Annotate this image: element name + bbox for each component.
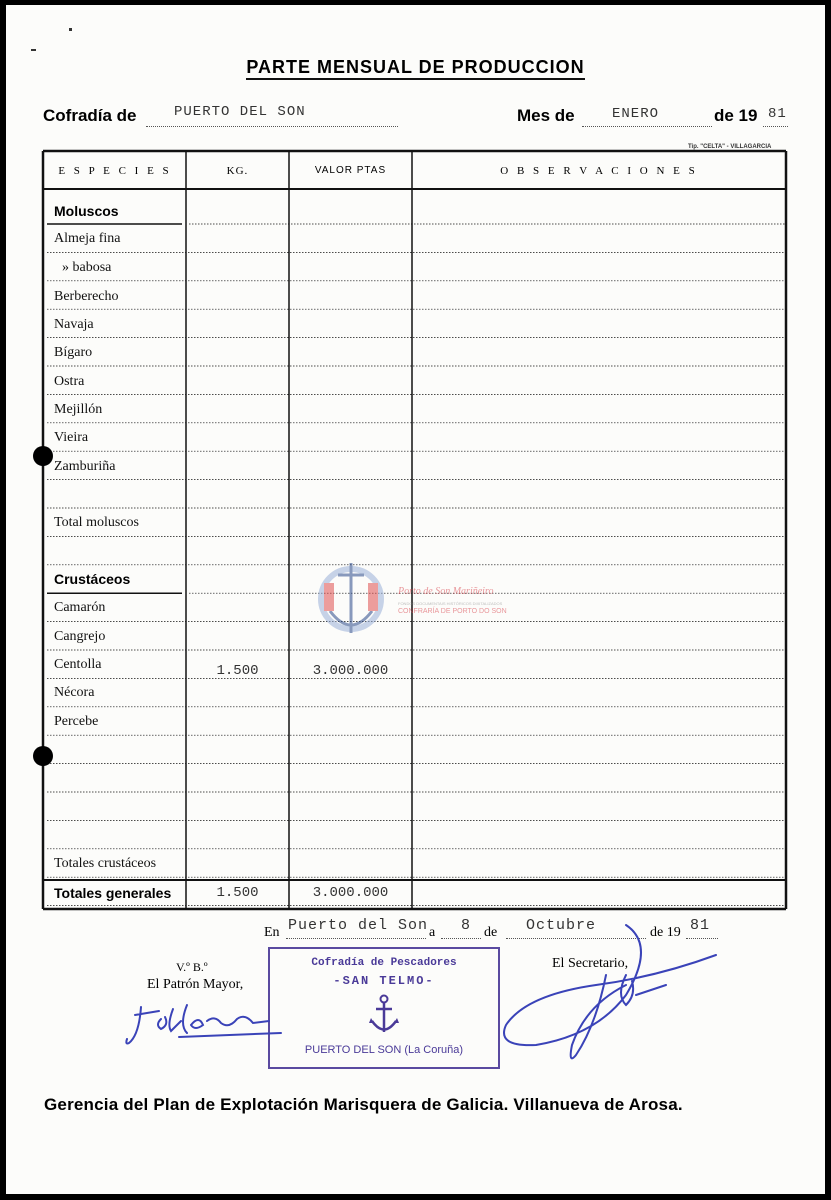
year-label: de 19	[714, 106, 758, 125]
anchor-logo-icon	[316, 553, 386, 645]
secretario-label: El Secretario,	[552, 956, 629, 971]
totales-generales-kg: 1.500	[216, 885, 259, 901]
stamp-line-3: PUERTO DEL SON (La Coruña)	[304, 1044, 464, 1056]
row-label: Berberecho	[54, 289, 119, 304]
row-label: Navaja	[54, 317, 94, 332]
cofradia-label: Cofradía de	[43, 106, 137, 125]
form-title: PARTE MENSUAL DE PRODUCCION	[6, 57, 825, 78]
month-value: Octubre	[526, 917, 597, 934]
row-label: Bígaro	[54, 345, 93, 360]
year-value: 81	[768, 106, 787, 122]
mes-value: ENERO	[612, 106, 660, 122]
punch-hole-top	[33, 446, 53, 466]
anchor-icon	[369, 994, 399, 1036]
row-label: Centolla	[54, 657, 102, 672]
en-label: En	[264, 925, 280, 940]
centolla-valor: 3.000.000	[312, 663, 389, 679]
totales-generales-valor: 3.000.000	[312, 885, 389, 901]
stamp-line-2: -SAN TELMO-	[333, 974, 435, 988]
patron-label: El Patrón Mayor,	[147, 977, 244, 992]
col-especies: E S P E C I E S	[58, 165, 172, 177]
row-label: Vieira	[54, 430, 89, 445]
de-label: de	[484, 925, 498, 940]
mes-label: Mes de	[517, 106, 575, 125]
place-dotline	[286, 937, 426, 939]
row-label: Zamburiña	[54, 459, 116, 474]
col-kg: KG.	[226, 165, 249, 177]
row-label: Ostra	[54, 374, 85, 389]
row-label: Mejillón	[54, 402, 103, 417]
secretario-signature	[476, 915, 726, 1075]
date-year-label: de 19	[650, 925, 681, 940]
row-label: Camarón	[54, 600, 106, 615]
footer-text: Gerencia del Plan de Explotación Marisquera de Galicia. Villanueva de Arosa.	[44, 1095, 683, 1114]
stamp-line-1: Cofradía de Pescadores	[311, 957, 457, 969]
cofradia-value: PUERTO DEL SON	[174, 104, 306, 120]
watermark-org: CONFRARÍA DE PORTO DO SON	[398, 608, 507, 615]
row-label: Nécora	[54, 685, 95, 700]
vb-label: V.º B.º	[176, 960, 208, 974]
col-valor: VALOR PTAS	[314, 165, 387, 176]
total-moluscos-label: Total moluscos	[54, 515, 139, 530]
document-page	[6, 5, 825, 1194]
crustaceos-heading: Crustáceos	[54, 571, 131, 587]
day-value: 8	[461, 917, 472, 934]
moluscos-heading: Moluscos	[54, 203, 119, 219]
row-label: Almeja fina	[54, 231, 121, 246]
watermark-subtitle: FONDOS DOCUMENTAIS HISTÓRICOS DIXITALIZADOS	[398, 601, 503, 606]
day-dotline	[441, 937, 481, 939]
stray-mark	[69, 28, 72, 31]
punch-hole-bottom	[33, 746, 53, 766]
a-label: a	[429, 925, 436, 940]
totales-generales-label: Totales generales	[54, 885, 172, 901]
totales-crustaceos-label: Totales crustáceos	[54, 856, 157, 871]
patron-signature	[121, 995, 321, 1055]
row-label: Cangrejo	[54, 629, 106, 644]
row-label: » babosa	[62, 260, 112, 275]
row-label: Percebe	[54, 714, 99, 729]
archive-watermark	[316, 553, 516, 645]
centolla-kg: 1.500	[216, 663, 259, 679]
place-value: Puerto del Son	[288, 917, 429, 934]
watermark-title: Porto de Son Mariñeiro	[398, 586, 494, 597]
printer-mark: Tip. "CELTA" - VILLAGARCIA	[688, 144, 772, 150]
col-observaciones: O B S E R V A C I O N E S	[500, 165, 698, 177]
date-year-value: 81	[690, 917, 711, 934]
stray-mark	[31, 49, 36, 51]
